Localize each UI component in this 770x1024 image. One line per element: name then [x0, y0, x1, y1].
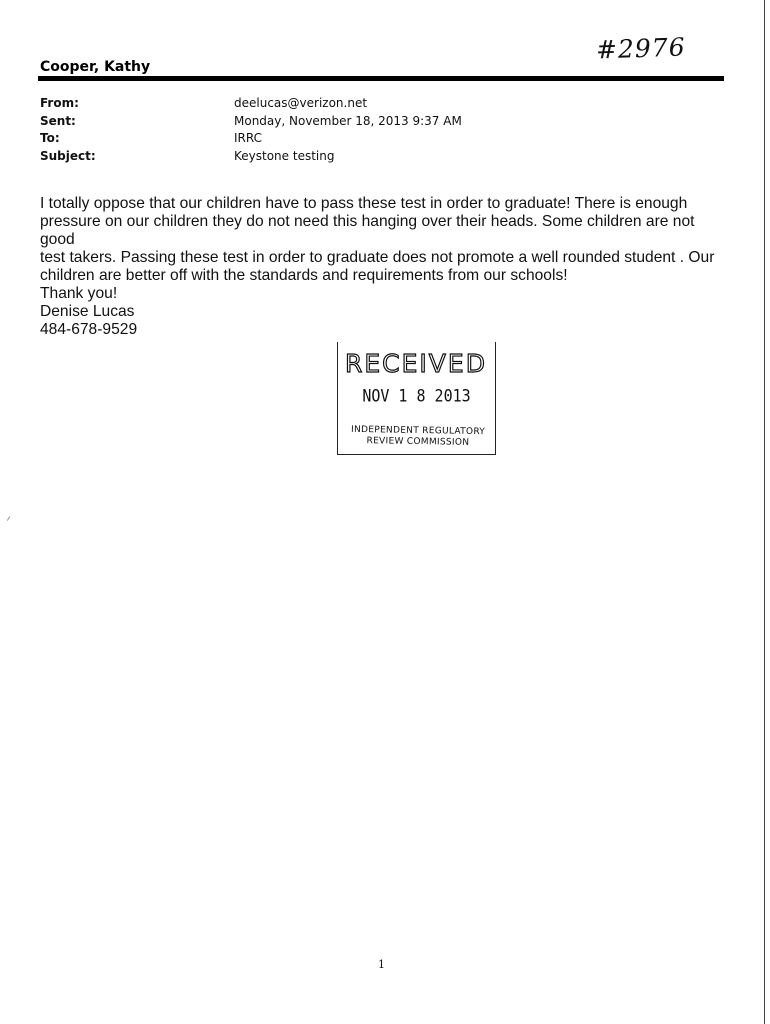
stamp-org-line1: INDEPENDENT REGULATORY [350, 424, 486, 438]
signature-name: Denise Lucas [40, 303, 135, 320]
to-label: To: [40, 131, 60, 145]
page-number: 1 [378, 958, 385, 971]
body-line: test takers. Passing these test in order to graduate does not promote a well rounded student . Our [40, 249, 715, 266]
body-line: pressure on our children they do not need this hanging over their heads. Some children are not good [40, 213, 695, 248]
email-header-labels [40, 95, 96, 165]
sent-label: Sent: [40, 113, 76, 128]
body-line: I totally oppose that our children have to pass these test in order to graduate! There is enough [40, 195, 688, 212]
header-divider [38, 76, 724, 81]
from-value: deelucas@verizon.net [234, 96, 368, 110]
message-body [40, 195, 730, 339]
mailbox-owner-name: Cooper, Kathy [40, 59, 151, 75]
to-value: IRRC [234, 131, 262, 145]
stamp-title: RECEIVED [345, 349, 487, 378]
received-stamp [337, 342, 496, 455]
body-line: children are better off with the standards and requirements from our schools! [40, 267, 568, 284]
stamp-date: NOV 1 8 2013 [362, 385, 471, 407]
handwritten-document-number: #2976 [595, 32, 687, 65]
subject-label: Subject: [40, 148, 96, 163]
sent-value: Monday, November 18, 2013 9:37 AM [234, 113, 462, 128]
signature-phone: 484-678-9529 [40, 321, 138, 338]
scan-speck [7, 516, 10, 521]
closing-text: Thank you! [40, 285, 118, 302]
page-edge-line [764, 0, 765, 1024]
email-header-values [234, 95, 462, 165]
stamp-organization [346, 425, 490, 450]
from-label: From: [40, 96, 79, 110]
subject-value: Keystone testing [234, 148, 335, 163]
stamp-org-line2: REVIEW COMMISSION [366, 436, 470, 448]
